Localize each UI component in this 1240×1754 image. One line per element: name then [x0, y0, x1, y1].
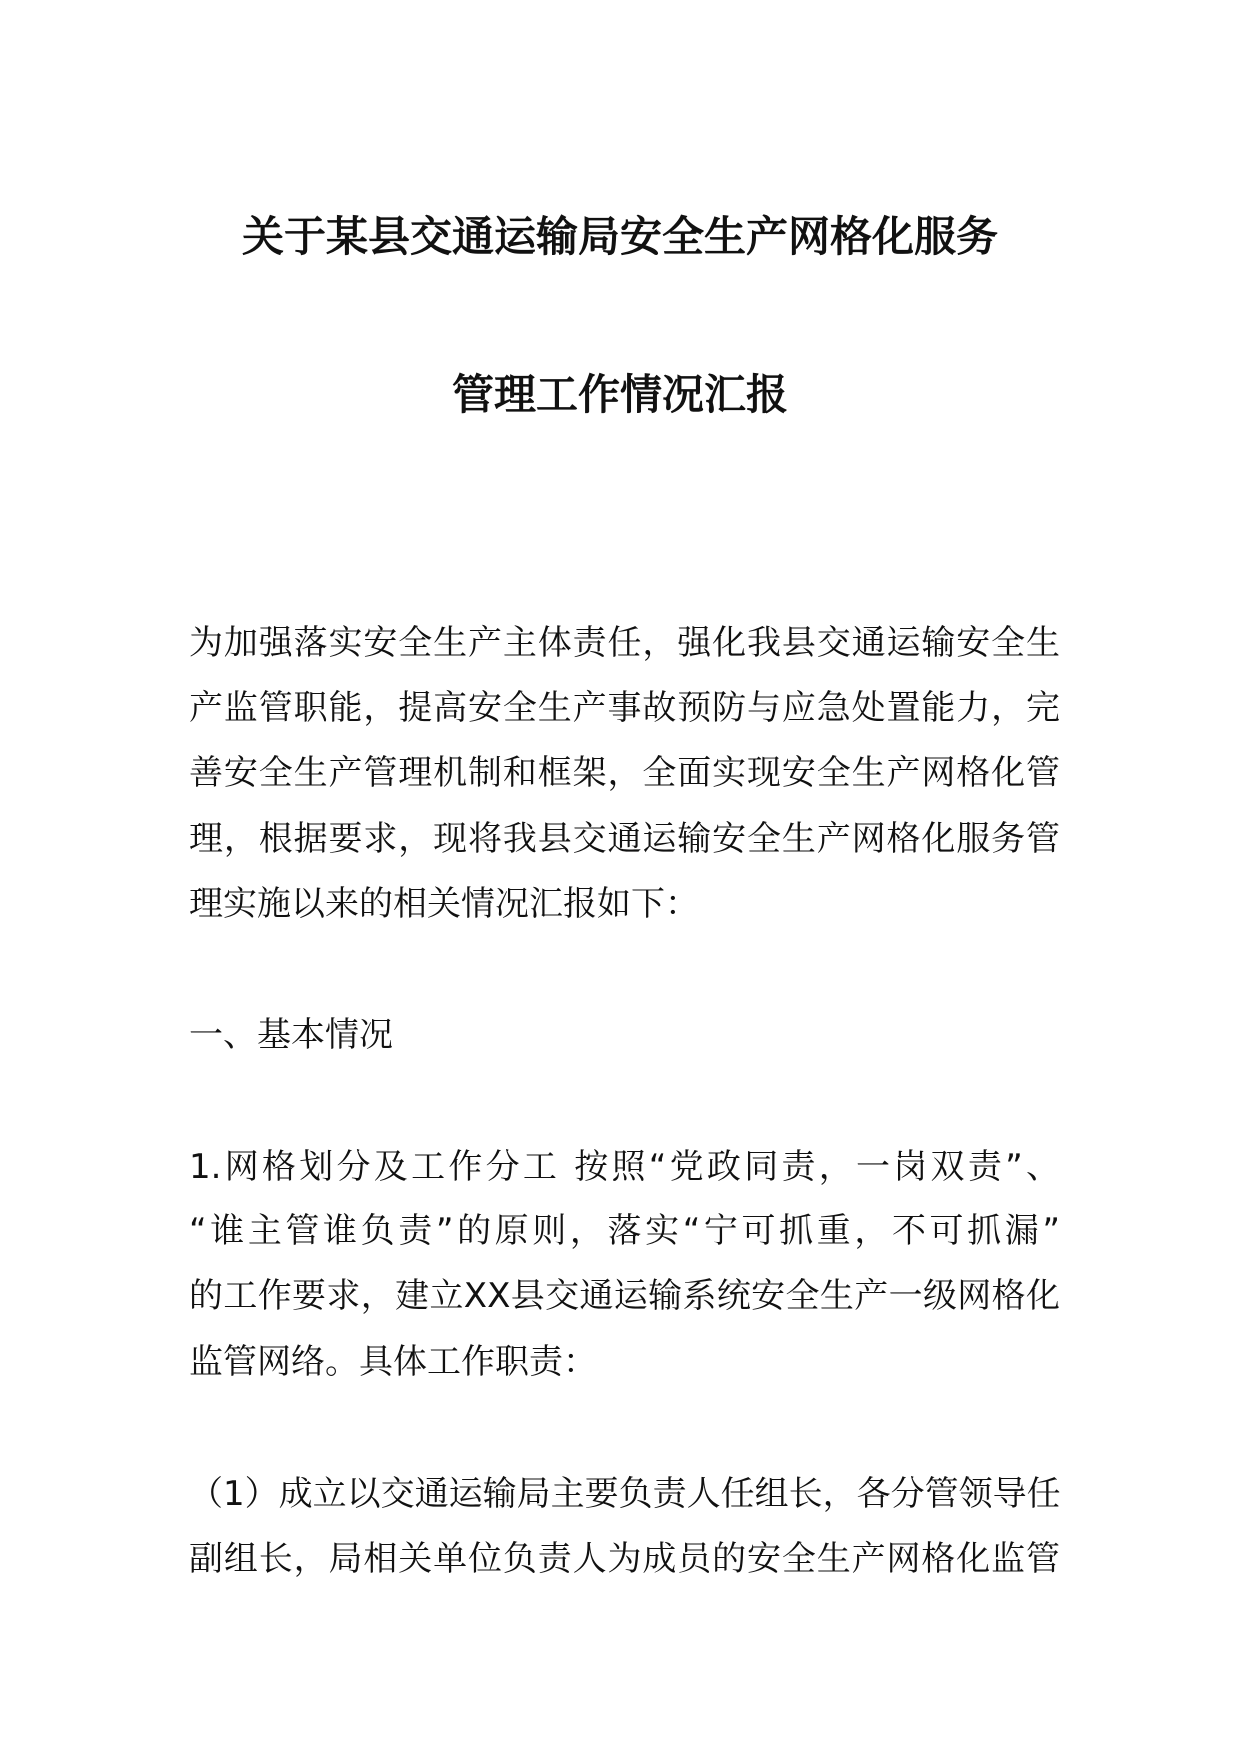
- text-line: “谁主管谁负责”的原则，落实“宁可抓重，不可抓漏”: [189, 1211, 1060, 1251]
- text-line: 善安全生产管理机制和框架，全面实现安全生产网格化管: [189, 753, 1060, 793]
- text-line: 产监管职能，提高安全生产事故预防与应急处置能力，完: [189, 688, 1060, 728]
- title-line-2: 管理工作情况汇报: [451, 370, 788, 419]
- title-line-1: 关于某县交通运输局安全生产网格化服务: [241, 212, 998, 261]
- text-line: （1）成立以交通运输局主要负责人任组长，各分管领导任: [189, 1474, 1061, 1514]
- text-line: 副组长，局相关单位负责人为成员的安全生产网格化监管: [189, 1539, 1060, 1579]
- text-line: 的工作要求，建立XX县交通运输系统安全生产一级网格化: [189, 1276, 1060, 1316]
- text-line: 1.网格划分及工作分工 按照“党政同责，一岗双责”、: [189, 1147, 1060, 1187]
- text-line: 理，根据要求，现将我县交通运输安全生产网格化服务管: [189, 819, 1060, 859]
- section-heading: 一、基本情况: [189, 1015, 393, 1055]
- text-line: 为加强落实安全生产主体责任，强化我县交通运输安全生: [189, 623, 1060, 663]
- text-line: 理实施以来的相关情况汇报如下：: [189, 884, 699, 924]
- text-line: 监管网络。具体工作职责：: [189, 1342, 597, 1382]
